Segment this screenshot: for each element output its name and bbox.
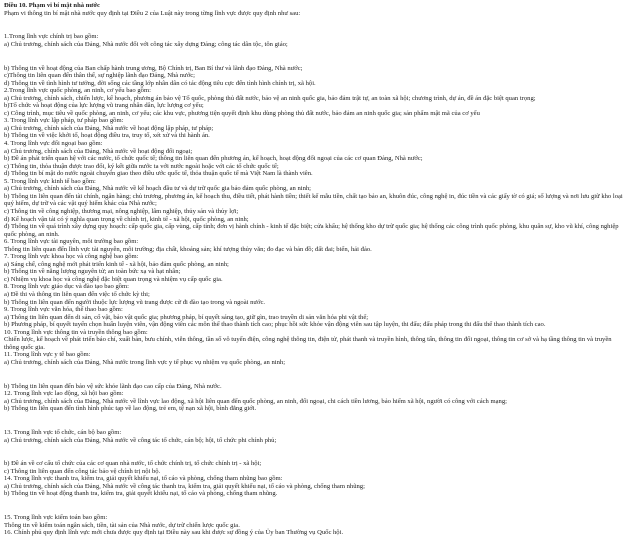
body-line: 8. Trong lĩnh vực giáo dục và đào tạo bao gồm: bbox=[4, 283, 129, 291]
body-line: a) Sáng chế, công nghệ mới phát triển kinh tế - xã hội, bảo đảm quốc phòng, an ninh; bbox=[4, 260, 229, 268]
body-line: 6. Trong lĩnh vực tài nguyên, môi trường bao gồm: bbox=[4, 238, 139, 246]
body-line: c) Thông tin liên quan đến công tác bảo vệ chính trị nội bộ. bbox=[4, 467, 161, 475]
body-line: 10. Trong lĩnh vực thông tin và truyền thông bao gồm: bbox=[4, 328, 148, 336]
body-line: 7. Trong lĩnh vực khoa học và công nghệ bao gồm: bbox=[4, 253, 139, 261]
body-line: 3. Trong lĩnh vực lập pháp, tư pháp bao gồm: bbox=[4, 117, 124, 125]
body-line: a) Chủ trương, chính sách của Đảng, Nhà nước về hoạt động lập pháp, tư pháp; bbox=[4, 124, 214, 132]
body-line: b) Thông tin liên quan đến tài chính, ngân hàng; chủ trương, phương án, kế hoạch thu, điều tiết, phát hành tiền; thiết kế mẫu tiền, chất tạo bảo an, khuôn đúc, công nghệ in, đúc tiền và các giấy tờ có giá; số lượng và nơi lưu giữ kho loại quý hiếm, dự trữ và các vật quý hiếm khác của Nhà nước; bbox=[4, 192, 623, 208]
blank-line bbox=[4, 24, 628, 27]
body-line: 16. Chính phủ quy định lĩnh vực mới chưa được quy định tại Điều này sau khi được sự đồng ý của Ủy ban Thường vụ Quốc hội. bbox=[4, 529, 344, 537]
body-line: b) Thông tin về việc khởi tố, hoạt động điều tra, truy tố, xét xử và thi hành án. bbox=[4, 132, 210, 140]
body-line: b) Đề án về cơ cấu tổ chức của các cơ quan nhà nước, tổ chức chính trị, tổ chức chính trị - xã hội; bbox=[4, 460, 262, 468]
body-line: d) Thông tin về tình hình tư tưởng, đời sống các tầng lớp nhân dân có tác động tiêu cực đến tình hình chính trị, xã hội. bbox=[4, 79, 316, 87]
body-line: a) Chủ trương, chính sách của Đảng, Nhà nước trong lĩnh vực y tế phục vụ nhiệm vụ quốc phòng, an ninh; bbox=[4, 358, 286, 366]
blank-line bbox=[4, 505, 628, 508]
article-title: Điều 10. Phạm vi bí mật nhà nước bbox=[4, 2, 100, 9]
body-line: b) Thông tin về năng lượng nguyên tử; an toàn bức xạ và hạt nhân; bbox=[4, 268, 181, 276]
body-line: 9. Trong lĩnh vực văn hóa, thể thao bao gồm: bbox=[4, 306, 123, 314]
body-line: a) Đề thi và thông tin liên quan đến việc tổ chức kỳ thi; bbox=[4, 290, 150, 298]
body-line: b) Thông tin liên quan đến tình hình phúc tạp về lao động, trẻ em, tệ nạn xã hội, bình đẳng giới. bbox=[4, 405, 257, 413]
body-line: a) Thông tin liên quan đến di sản, cổ vật, bảo vật quốc gia; phương pháp, bí quyết sáng tạo, giữ gìn, trao truyền di sản văn hóa phi vật thể; bbox=[4, 313, 369, 321]
body-line: d) Kế hoạch vận tải có ý nghĩa quan trọng về chính trị, kinh tế - xã hội, quốc phòng, an ninh; bbox=[4, 215, 249, 223]
blank-line bbox=[4, 373, 628, 376]
body-line: b) Thông tin liên quan đến người thuộc lực lượng vũ trang được cử đi đào tạo trong và ngoài nước. bbox=[4, 298, 266, 306]
body-line: Chiến lược, kế hoạch về phát triển báo chí, xuất bản, bưu chính, viễn thông, tần số vô tuyến điện, công nghệ thông tin, điện tử, phát thanh và truyền hình, thông tấn, thông tin đối ngoại, thông tin cơ sở và hạ tầng thông tin và truyền thông quốc gia. bbox=[4, 336, 612, 351]
body-line: đ) Thông tin về quá trình xây dựng quy hoạch: cấp quốc gia, cấp vùng, cấp tỉnh; đơn vị hành chính - kinh tế đặc biệt; cửa khẩu; hệ thống kho dự trữ quốc gia; hệ thống các công trình quốc phòng, khu quân sự, kho vũ khí, công nghiệp quốc phòng, an ninh. bbox=[4, 223, 619, 238]
article-body bbox=[4, 24, 628, 537]
body-line: b) Phương pháp, bí quyết tuyển chọn huấn luyện viên, vận động viên các môn thể thao thành tích cao; phục hồi sức khỏe vận động viên sau tập luyện, thi đấu; đấu pháp trong thi đấu thể thao thành tích cao. bbox=[4, 321, 546, 329]
body-line: 12. Trong lĩnh vực lao động, xã hội bao gồm: bbox=[4, 390, 124, 398]
body-line: d) Thông tin bí mật do nước ngoài chuyển giao theo điều ước quốc tế, thỏa thuận quốc tế mà Việt Nam là thành viên. bbox=[4, 170, 313, 178]
body-line: a) Chủ trương, chính sách của Đảng, Nhà nước về công tác tổ chức, cán bộ; hội, tổ chức phi chính phủ; bbox=[4, 436, 277, 444]
body-line: c)Thông tin liên quan đến thân thế, sự nghiệp lãnh đạo Đảng, Nhà nước; bbox=[4, 72, 195, 80]
body-line: b) Đề án phát triển quan hệ với các nước, tổ chức quốc tế; thông tin liên quan đến phương án, kế hoạch, hoạt động đối ngoại của các cơ quan Đảng, Nhà nước; bbox=[4, 155, 423, 163]
article-intro: Phạm vi thông tin bí mật nhà nước quy định tại Điều 2 của Luật này trong từng lĩnh vực được quy định như sau: bbox=[4, 9, 301, 17]
body-line: a) Chủ trương, chính sách của Đảng, Nhà nước về công tác thanh tra, kiểm tra, giải quyết khiếu nại, tố cáo và phòng, chống tham nhũng; bbox=[4, 482, 365, 490]
body-line: 15. Trong lĩnh vực kiểm toán bao gồm: bbox=[4, 514, 108, 522]
blank-line bbox=[4, 451, 628, 454]
body-line: a) Chủ trương, chính sách của Đảng, Nhà nước về lĩnh vực lao động, xã hội liên quan đến quốc phòng, an ninh, đối ngoại, chi cách tiền lương, bảo hiểm xã hội, người có công với cách mạng; bbox=[4, 397, 507, 405]
body-line: c) Nhiệm vụ khoa học và công nghệ đặc biệt quan trọng và nhiệm vụ cấp quốc gia. bbox=[4, 275, 223, 283]
body-line: b) Thông tin liên quan đến bảo vệ sức khỏe lãnh đạo cao cấp của Đảng, Nhà nước. bbox=[4, 382, 222, 390]
body-line: a) Chủ trương, chính sách của Đảng, Nhà nước đối với công tác xây dựng Đảng; công tác dân tộc, tôn giáo; bbox=[4, 40, 288, 48]
body-line: 2.Trong lĩnh vực quốc phòng, an ninh, cơ yếu bao gồm: bbox=[4, 87, 151, 95]
body-line: c) Thông tin, thỏa thuận được trao đổi, ký kết giữa nước ta với nước ngoài hoặc với các tổ chức quốc tế; bbox=[4, 162, 279, 170]
body-line: 13. Trong lĩnh vực tổ chức, cán bộ bao gồm: bbox=[4, 429, 122, 436]
blank-line bbox=[4, 419, 628, 422]
body-line: Thông tin về kiểm toán ngân sách, tiền, tài sản của Nhà nước, dự trữ chiến lược quốc gia. bbox=[4, 521, 240, 529]
body-line: a) Chủ trương, chính sách của Đảng, Nhà nước về hoạt động đối ngoại; bbox=[4, 147, 193, 155]
body-line: b) Thông tin về hoạt động của Ban chấp hành trung ương, Bộ Chính trị, Ban Bí thư và lãnh đạo Đảng, Nhà nước; bbox=[4, 64, 303, 72]
body-line: 1.Trong lĩnh vực chính trị bao gồm: bbox=[4, 33, 99, 41]
body-line: 14. Trong lĩnh vực thanh tra, kiểm tra, giải quyết khiếu nại, tố cáo và phòng, chống tham nhũng bao gồm: bbox=[4, 475, 283, 483]
body-line: a) Chủ trương, chính sách, chiến lược, kế hoạch, phương án bảo vệ Tổ quốc, phòng thủ đất nước, bảo vệ an ninh quốc gia, bảo đảm trật tự, an toàn xã hội; chương trình, dự án, đề án đặc biệt quan trọng; bbox=[4, 94, 536, 102]
body-line: a) Chủ trương, chính sách của Đảng, Nhà nước về kế hoạch đầu tư và dự trữ quốc gia bảo đảm quốc phòng, an ninh; bbox=[4, 185, 312, 193]
body-line: 5. Trong lĩnh vực kinh tế bao gồm: bbox=[4, 177, 96, 185]
blank-line bbox=[4, 55, 628, 58]
body-line: c) Thông tin về công nghiệp, thương mại, nông nghiệp, lâm nghiệp, thủy sản và thủy lợi; bbox=[4, 207, 239, 215]
body-line: 11. Trong lĩnh vực y tế bao gồm: bbox=[4, 351, 91, 359]
body-line: Thông tin liên quan đến lĩnh vực tài nguyên, môi trường; địa chất, khoáng sản; khí tượng thủy văn; đo đạc và bản đồ; đất đai; biển, hải đảo. bbox=[4, 245, 372, 253]
body-line: c) Công trình, mục tiêu về quốc phòng, an ninh, cơ yếu; các khu vực, phương tiện quyết định khu dùng phòng thủ đất nước, bảo đảm an ninh quốc gia; sản phẩm mật mã của cơ yếu bbox=[4, 109, 480, 117]
body-line: 4. Trong lĩnh vực đối ngoại bao gồm: bbox=[4, 140, 103, 148]
body-line: b) Thông tin về hoạt động thanh tra, kiểm tra, giải quyết khiếu nại, tố cáo và phòng, chống tham nhũng. bbox=[4, 490, 278, 498]
body-line: b)Tổ chức và hoạt động của lực lượng vũ trang nhân dân, lực lượng cơ yếu; bbox=[4, 102, 204, 110]
